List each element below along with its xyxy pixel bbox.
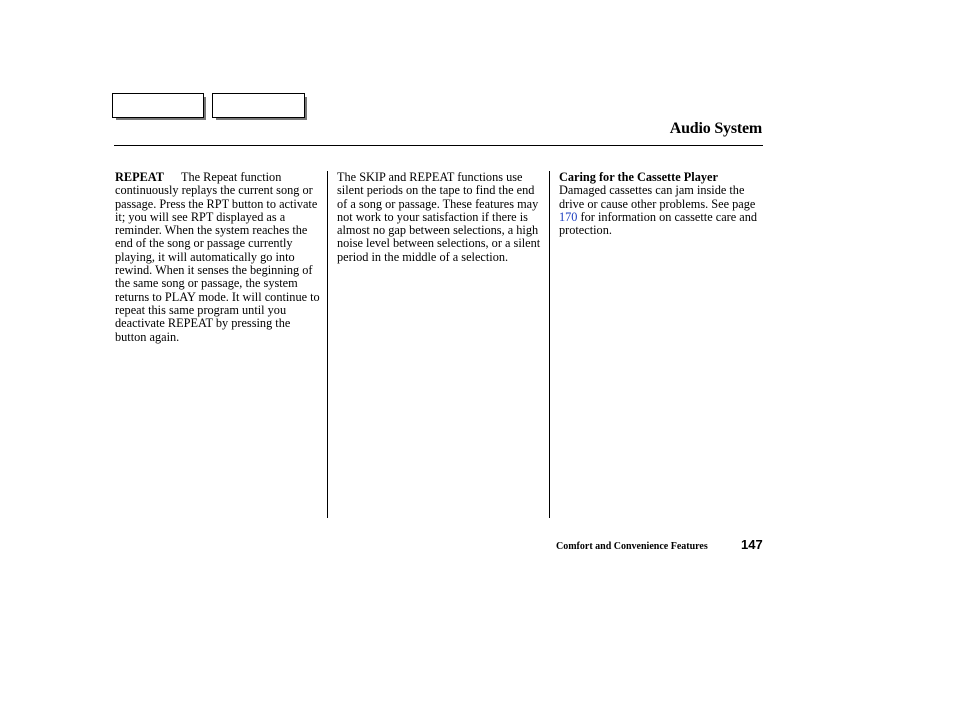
column-skip-repeat — [337, 171, 542, 264]
column-divider-1 — [327, 171, 328, 518]
page-number: 147 — [741, 537, 763, 552]
cassette-care-heading: Caring for the Cassette Player — [559, 170, 718, 184]
repeat-description: The Repeat function continuously replays the current song or passage. Press the RPT button to activate it; you will see RPT displayed as a reminder. When the system reaches the end of the song or passage currently playing, it will automatically go into rewind. When it senses the beginning of the same song or passage, the system returns to PLAY mode. It will continue to repeat this same program until you deactivate REPEAT by pressing the button again. — [115, 170, 320, 344]
next-page-button[interactable] — [212, 93, 305, 118]
repeat-paragraph — [115, 171, 323, 344]
header-divider — [114, 145, 763, 146]
column-divider-2 — [549, 171, 550, 518]
cassette-care-text-before: Damaged cassettes can jam inside the drive or cause other problems. See page — [559, 183, 756, 211]
page-title: Audio System — [669, 120, 762, 137]
previous-page-button[interactable] — [112, 93, 204, 118]
skip-repeat-paragraph: The SKIP and REPEAT functions use silent periods on the tape to find the end of a song or passage. These features may not work to your satisfaction if there is almost no gap between selections, a high noise level between selections, or a silent period in the middle of a selection. — [337, 170, 541, 264]
column-cassette-care — [559, 171, 764, 237]
footer-section-label: Comfort and Convenience Features — [556, 541, 708, 552]
page-170-link[interactable]: 170 — [559, 209, 578, 224]
column-repeat — [115, 171, 323, 344]
cassette-care-text-after: for information on cassette care and protection. — [559, 209, 758, 238]
repeat-term: REPEAT — [115, 170, 164, 184]
cassette-care-paragraph — [559, 184, 764, 237]
